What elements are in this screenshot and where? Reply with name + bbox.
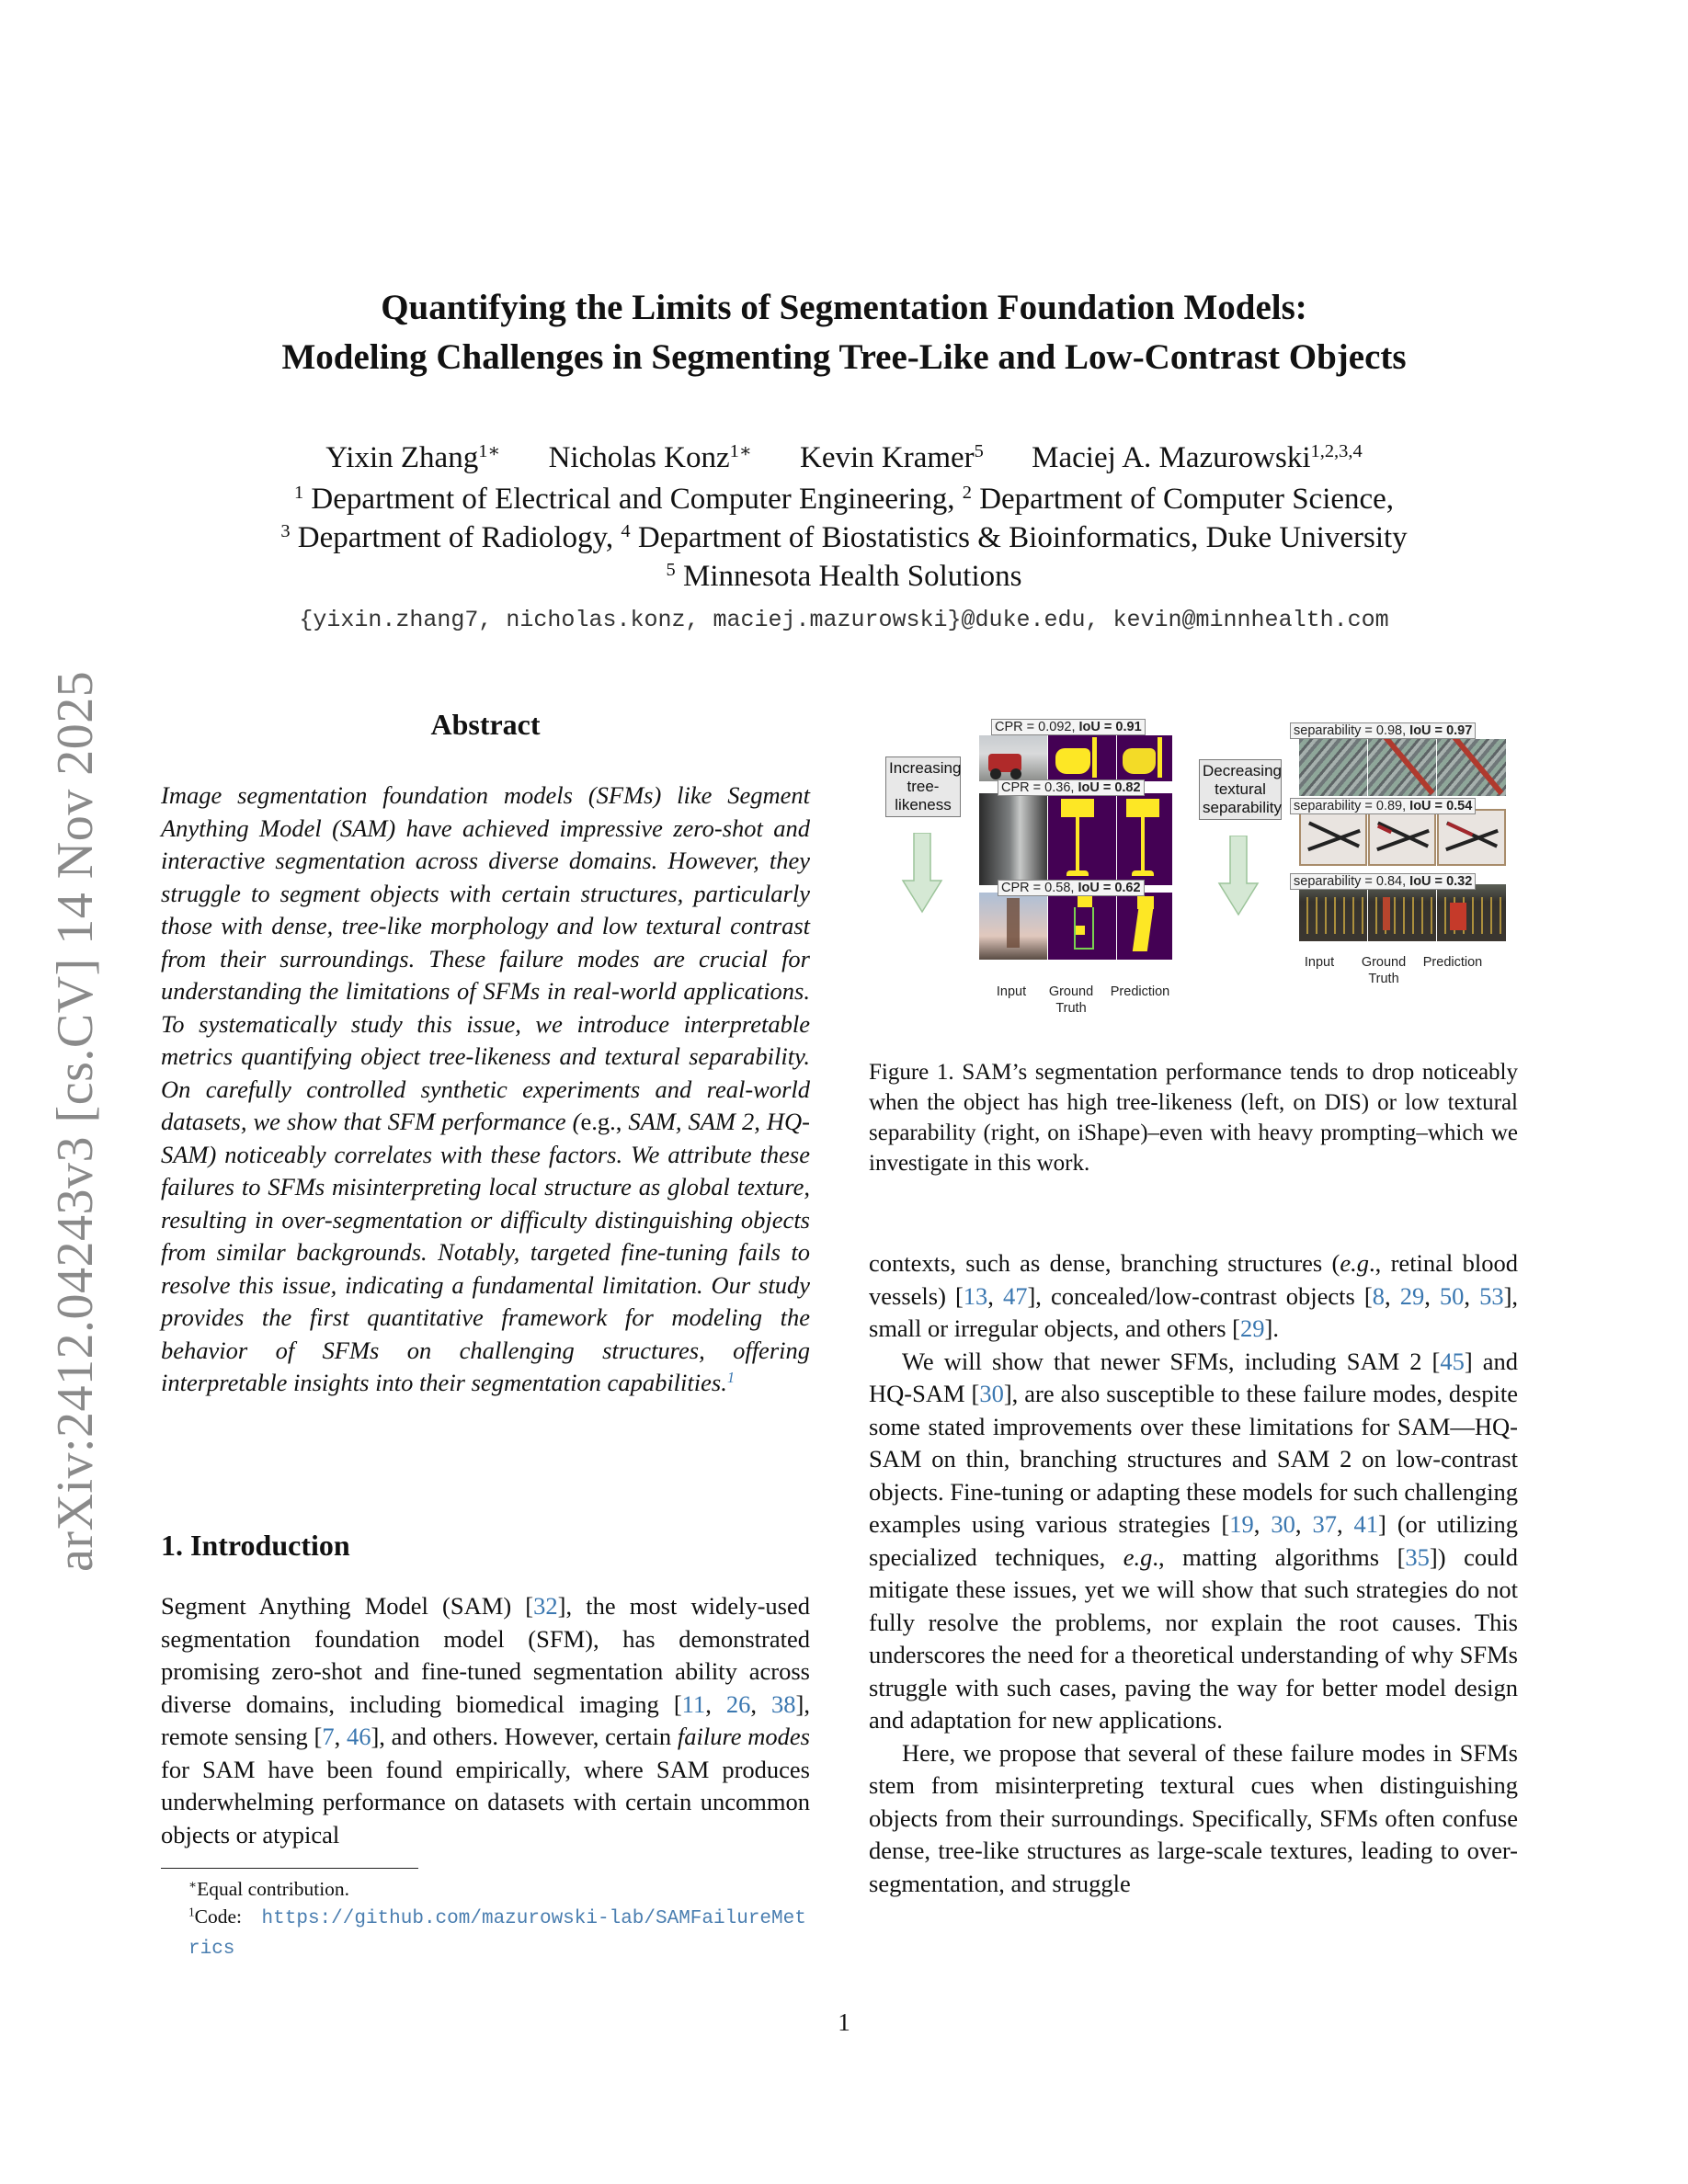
- affiliation-line-1: $^1$ Department of Electrical and Computer Engineering, $^2$ Department of Computer Science,: [293, 482, 1395, 516]
- citation-link[interactable]: 29: [1240, 1314, 1265, 1342]
- metric-label: CPR = 0.092, IoU = 0.91: [991, 719, 1146, 735]
- metric-label: CPR = 0.36, IoU = 0.82: [998, 779, 1145, 796]
- decreasing-textural-separability-label: Decreasing textural separability: [1199, 759, 1282, 820]
- ground-truth-overlay: [1368, 884, 1436, 941]
- ground-truth-mask: [1048, 735, 1116, 781]
- affiliation-line-2: $^3$ Department of Radiology, $^4$ Department of Biostatistics & Bioinformatics, Duke University: [280, 520, 1408, 554]
- intro-paragraph: [161, 1590, 810, 1851]
- footnote-link[interactable]: 1: [726, 1368, 736, 1386]
- column-label-input: Input: [996, 984, 1027, 999]
- column-label-prediction: Prediction: [1110, 984, 1170, 999]
- citation-link[interactable]: 38: [771, 1689, 796, 1718]
- metric-label: CPR = 0.58, IoU = 0.62: [998, 880, 1145, 896]
- citation-link[interactable]: 53: [1479, 1281, 1504, 1310]
- citation-link[interactable]: 30: [979, 1380, 1004, 1407]
- increasing-tree-likeness-label: Increasing tree-likeness: [885, 756, 961, 817]
- code-link[interactable]: https://github.com/mazurowski-lab/SAMFailureMetrics: [188, 1908, 806, 1960]
- figure-1-caption: Figure 1. SAM’s segmentation performance tends to drop noticeably when the object has high tree-likeness (left, on DIS) or low textural separability (right, on iShape)–even with heavy prompting–which we investigate in this work.: [869, 1060, 1518, 1176]
- ground-truth-overlay: [1368, 809, 1436, 866]
- metric-label: separability = 0.89, IoU = 0.54: [1290, 798, 1476, 814]
- citation-link[interactable]: 37: [1312, 1510, 1337, 1538]
- down-arrow-icon: [1217, 836, 1260, 916]
- rich-paragraph: Segment Anything Model (SAM) [32], the most widely-used segmentation foundation model (SFM), has demonstrated promising zero-shot and fine-tuned segmentation ability across diverse domains, including biomedical imaging [11, 26, 38], remote sensing [7, 46], and others. However, certain failure modes for SAM have been found empirically, where SAM produces underwhelming performance on datasets with certain uncommon objects or atypical: [161, 1592, 810, 1848]
- input-image-plants: [1299, 884, 1367, 941]
- citation-link[interactable]: 45: [1440, 1347, 1465, 1375]
- ground-truth-mask: [1048, 793, 1116, 885]
- footnote-code: $^1$Code: https://github.com/mazurowski-lab/SAMFailureMetrics: [188, 1905, 806, 1960]
- citation-link[interactable]: 26: [725, 1689, 751, 1718]
- down-arrow-icon: [901, 833, 943, 914]
- right-column-text: [869, 1247, 1518, 1900]
- prediction-mask: [1117, 735, 1172, 781]
- prediction-overlay: [1437, 809, 1506, 866]
- section-heading-introduction: 1. Introduction: [161, 1529, 350, 1562]
- ground-truth-overlay: [1368, 739, 1436, 796]
- citation-link[interactable]: 30: [1271, 1510, 1295, 1538]
- column-label-input: Input: [1304, 955, 1335, 970]
- separability-grid: [1299, 728, 1506, 949]
- affiliation-line-3: $^5$ Minnesota Health Solutions: [666, 559, 1022, 593]
- author-list: [0, 441, 1688, 475]
- input-image-music-stand: [979, 793, 1047, 885]
- page-number: 1: [838, 2008, 850, 2036]
- rich-paragraph: Here, we propose that several of these failure modes in SFMs stem from misinterpreting textural cues when distinguishing objects from their surroundings. Specifically, SFMs often confuse dense, tree-like structures as large-scale textures, leading to over-segmentation, and struggle: [869, 1738, 1518, 1897]
- emphasis: e.g: [1340, 1249, 1370, 1277]
- footnote-equal-contribution: ∗Equal contribution.: [188, 1877, 350, 1900]
- author-emails: {yixin.zhang7, nicholas.konz, maciej.mazurowski}@duke.edu, kevin@minnhealth.com: [299, 607, 1389, 633]
- citation-link[interactable]: 41: [1353, 1510, 1379, 1538]
- paper-title: [0, 283, 1688, 382]
- arxiv-stamp: arXiv:2412.04243v3 [cs.CV] 14 Nov 2025: [47, 670, 104, 1572]
- input-image-forklift: [979, 735, 1047, 781]
- citation-link[interactable]: 13: [963, 1281, 988, 1310]
- citation-link[interactable]: 47: [1002, 1281, 1028, 1310]
- author: Yixin Zhang$^{1∗}$: [325, 440, 501, 474]
- abstract-body: Image segmentation foundation models (SFMs) like Segment Anything Model (SAM) have achieved impressive zero-shot and interactive segmentation across diverse domains. However, they struggle to segment objects with certain structures, particularly those with dense, tree-like morphology and low textural contrast from their surroundings. These failure modes are crucial for understanding the limitations of SFMs in real-world applications. To systematically study this issue, we introduce interpretable metrics quantifying object tree-likeness and textural separability. On carefully controlled synthetic experiments and real-world datasets, we show that SFM performance (e.g., SAM, SAM 2, HQ-SAM) noticeably correlates with these factors. We attribute these failures to SFMs misinterpreting local structure as global texture, resulting in over-segmentation or difficulty distinguishing objects from similar backgrounds. Notably, targeted fine-tuning fails to resolve this issue, indicating a fundamental limitation. Our study provides the first quantitative framework for modeling the behavior of SFMs on challenging structures, offering interpretable insights into their segmentation capabilities.$^1$: [161, 781, 811, 1396]
- author: Maciej A. Mazurowski$^{1,2,3,4}$: [1032, 440, 1363, 474]
- metric-label: separability = 0.84, IoU = 0.32: [1290, 873, 1476, 890]
- metric-label: separability = 0.98, IoU = 0.97: [1290, 722, 1476, 739]
- column-label-ground-truth: Ground Truth: [1048, 984, 1094, 1016]
- author: Kevin Kramer$^5$: [800, 440, 984, 474]
- column-label-prediction: Prediction: [1422, 955, 1483, 970]
- input-image-tower: [979, 893, 1047, 960]
- column-label-ground-truth: Ground Truth: [1361, 955, 1407, 986]
- tree-likeness-grid: [979, 724, 1172, 961]
- author: Nicholas Konz$^{1∗}$: [548, 440, 752, 474]
- emphasis: e.g: [1123, 1542, 1153, 1571]
- citation-link[interactable]: 32: [533, 1592, 558, 1620]
- citation-link[interactable]: 19: [1229, 1510, 1254, 1538]
- affiliations: [0, 480, 1688, 596]
- prediction-overlay: [1437, 739, 1506, 796]
- citation-link[interactable]: 29: [1399, 1281, 1425, 1310]
- footnote-rule: [161, 1868, 418, 1869]
- citation-link[interactable]: 50: [1439, 1281, 1465, 1310]
- rich-paragraph: We will show that newer SFMs, including SAM 2 [45] and HQ-SAM [30], are also susceptible to these failure modes, despite some stated improvements over these limitations for SAM—HQ-SAM on thin, branching structures and SAM 2 on low-contrast objects. Fine-tuning or adapting these models for such challenging examples using various strategies [19, 30, 37, 41] (or utilizing specialized techniques, e.g., matting algorithms [35]) could mitigate these issues, yet we will show that such strategies do not fully resolve the problems, nor explain the root causes. This underscores the need for a theoretical understanding of why SFMs struggle with such cases, paving the way for better model design and adaptation for new applications.: [869, 1347, 1519, 1734]
- input-image-pipes: [1299, 739, 1367, 796]
- input-image-sticks: [1299, 809, 1367, 866]
- citation-link[interactable]: 7: [322, 1723, 335, 1750]
- abstract-heading: Abstract: [430, 708, 541, 741]
- citation-link[interactable]: 8: [1372, 1281, 1385, 1310]
- citation-link[interactable]: 11: [681, 1689, 706, 1718]
- title-line-1: Quantifying the Limits of Segmentation Foundation Models:: [381, 288, 1307, 327]
- footnotes: [161, 1875, 810, 1963]
- prediction-overlay: [1437, 884, 1506, 941]
- ground-truth-mask: [1048, 893, 1116, 960]
- emphasis: failure modes: [677, 1723, 810, 1750]
- rich-paragraph: contexts, such as dense, branching structures (e.g., retinal blood vessels) [13, 47], concealed/low-contrast objects [8, 29, 50, 53], small or irregular objects, and others [29].: [869, 1249, 1519, 1342]
- prediction-mask: [1117, 793, 1172, 885]
- citation-link[interactable]: 46: [346, 1723, 371, 1750]
- citation-link[interactable]: 35: [1405, 1542, 1430, 1571]
- prediction-mask: [1117, 893, 1172, 960]
- title-line-2: Modeling Challenges in Segmenting Tree-Like and Low-Contrast Objects: [281, 337, 1407, 377]
